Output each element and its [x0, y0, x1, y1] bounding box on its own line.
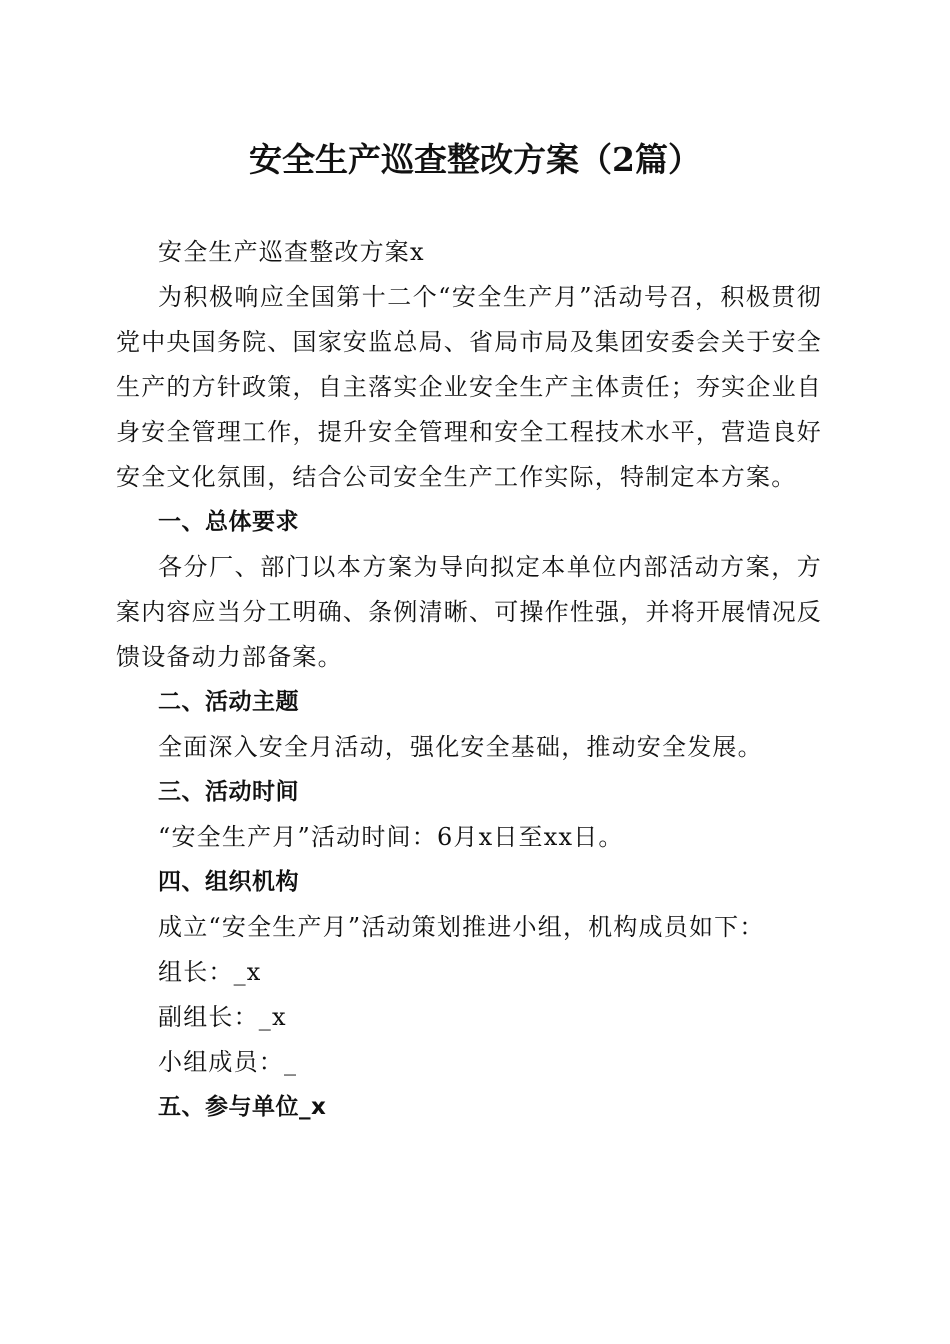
section-2-paragraph: 全面深入安全月活动，强化安全基础，推动安全发展。 [158, 733, 763, 761]
section-3-heading: 三、活动时间 [158, 779, 299, 805]
section-2-heading: 二、活动主题 [158, 689, 299, 715]
leader-line: 组长：_x [158, 958, 262, 986]
section-1-heading: 一、总体要求 [158, 509, 299, 535]
members-line: 小组成员：_ [158, 1048, 298, 1076]
document-body [116, 230, 822, 1130]
section-1-paragraph: 各分厂、部门以本方案为导向拟定本单位内部活动方案，方案内容应当分工明确、条例清晰、可操作性强，并将开展情况反馈设备动力部备案。 [116, 553, 822, 671]
document-subtitle: 安全生产巡查整改方案x [158, 238, 425, 266]
section-4-paragraph: 成立“安全生产月”活动策划推进小组，机构成员如下： [158, 913, 765, 941]
deputy-leader-line: 副组长：_x [158, 1003, 287, 1031]
section-3-paragraph: “安全生产月”活动时间：6月x日至xx日。 [158, 823, 624, 851]
section-5-heading: 五、参与单位_x [158, 1094, 327, 1120]
intro-paragraph: 为积极响应全国第十二个“安全生产月”活动号召，积极贯彻党中央国务院、国家安监总局、省局市局及集团安委会关于安全生产的方针政策，自主落实企业安全生产主体责任；夯实企业自身安全管理工作，提升安全管理和安全工程技术水平，营造良好安全文化氛围，结合公司安全生产工作实际，特制定本方案。 [116, 283, 822, 491]
section-4-heading: 四、组织机构 [158, 869, 299, 895]
document-title: 安全生产巡查整改方案（2篇） [249, 140, 701, 179]
